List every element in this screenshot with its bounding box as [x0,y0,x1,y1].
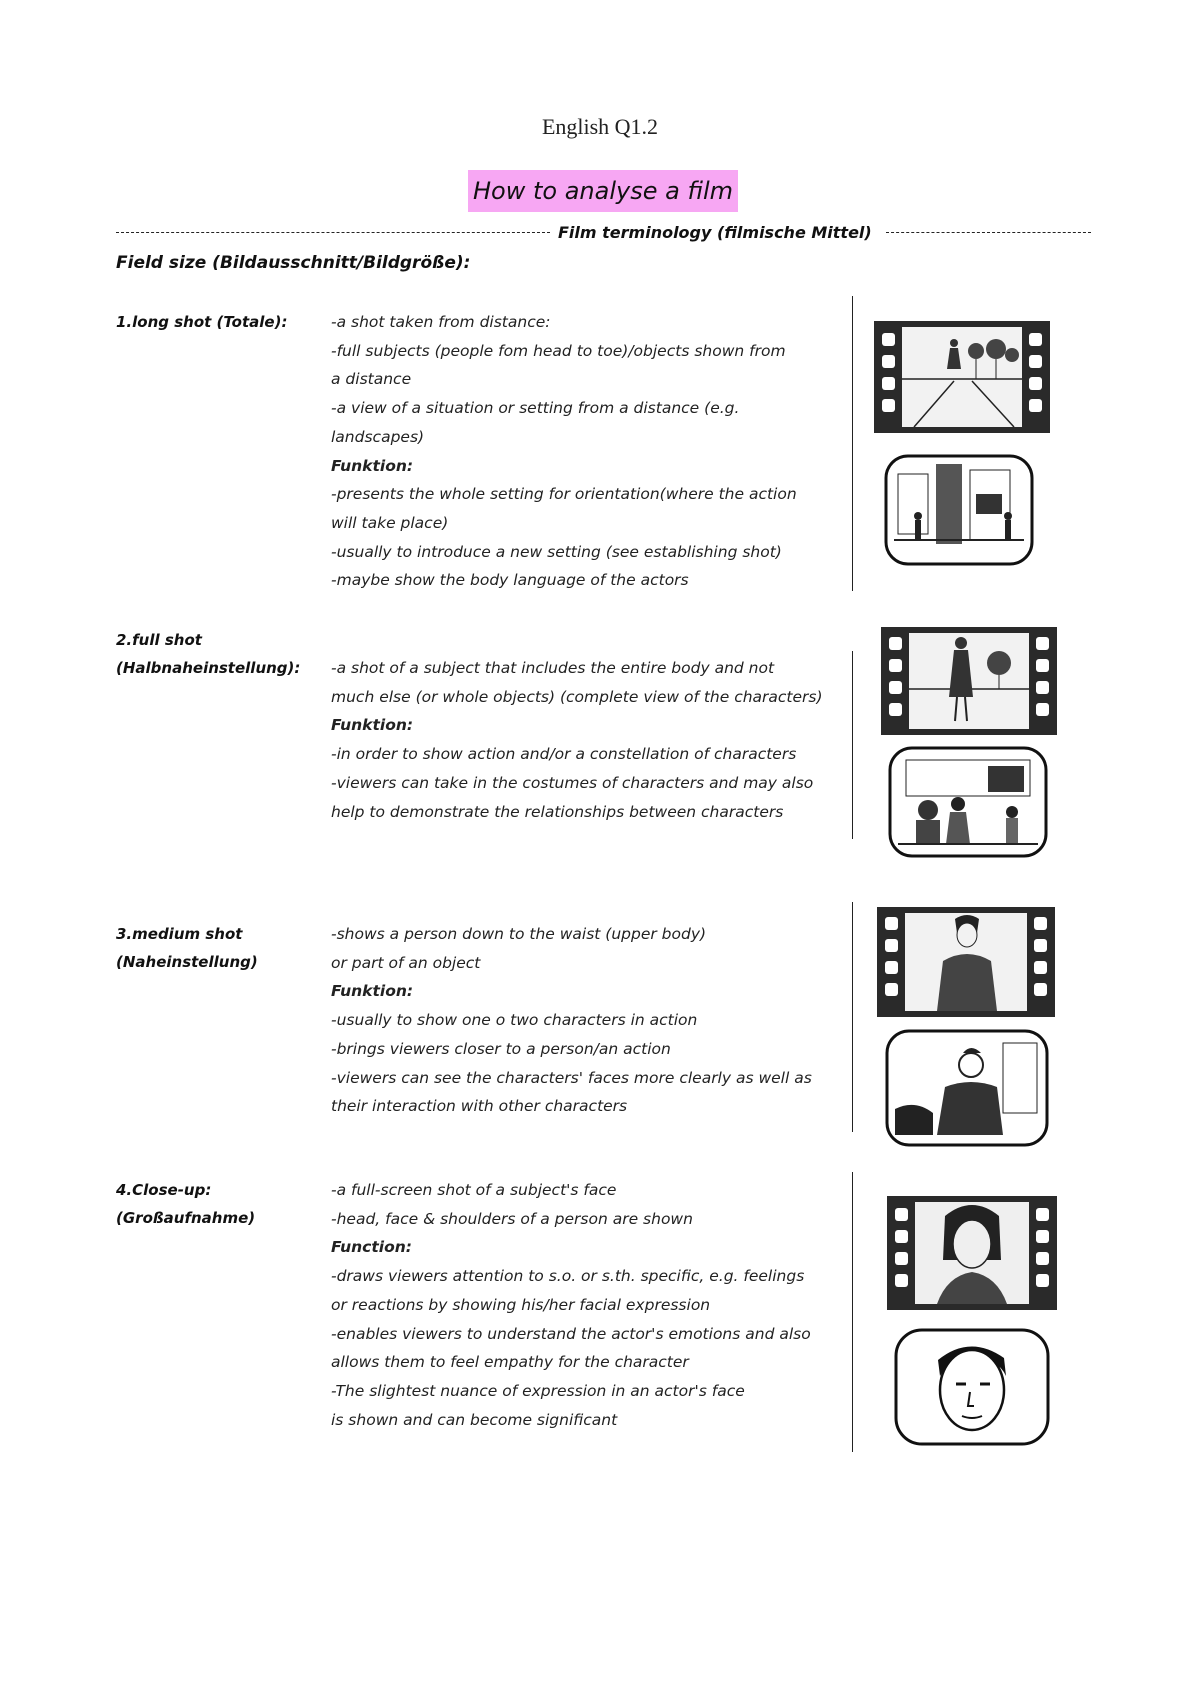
description-line: -a view of a situation or setting from a distance (e.g. [331,399,740,418]
column-divider [852,296,853,591]
function-heading: Funktion: [331,716,414,735]
long-shot-tv-image [884,454,1034,566]
shot-label-line: (Großaufnahme) [116,1209,256,1227]
shot-label-line: (Naheinstellung) [116,953,258,971]
description-line: -viewers can see the characters' faces more clearly as well as [331,1068,812,1087]
function-heading: Funktion: [331,456,414,475]
description-line: -in order to show action and/or a constellation of characters [331,745,797,764]
description-line: landscapes) [331,427,425,446]
shot-label-line: 4.Close-up: [116,1181,212,1199]
description-line: -a shot of a subject that includes the entire body and not [331,659,775,677]
medium-shot-filmstrip-image [877,907,1055,1017]
medium-shot-tv-image [885,1029,1049,1147]
shot-description-full [331,654,851,826]
description-line: -viewers can take in the costumes of characters and may also [331,773,814,792]
description-line: -full subjects (people fom head to toe)/objects shown from [331,341,786,360]
description-line: -usually to introduce a new setting (see establishing shot) [331,542,782,561]
description-line: -The slightest nuance of expression in an actor's face [331,1381,745,1400]
shot-label-line: 3.medium shot [116,925,243,943]
description-line: -brings viewers closer to a person/an action [331,1039,671,1058]
description-line: will take place) [331,513,449,532]
description-line: is shown and can become significant [331,1410,618,1429]
description-line: -usually to show one o two characters in action [331,1011,698,1030]
description-line: or part of an object [331,953,481,972]
shot-label-line: (Halbnaheinstellung): [116,659,301,677]
field-size-heading: Field size (Bildausschnitt/Bildgröße): [116,253,471,273]
column-divider [852,651,853,839]
column-divider [852,1172,853,1452]
description-line: -a shot taken from distance: [331,313,551,331]
divider-line-left [116,232,550,233]
column-divider [852,902,853,1132]
description-line: -a full-screen shot of a subject's face [331,1181,617,1199]
divider-line-right [886,232,1091,233]
description-line: help to demonstrate the relationships between characters [331,802,784,821]
description-line: much else (or whole objects) (complete view of the characters) [331,687,823,706]
function-heading: Funktion: [331,982,414,1001]
description-line: allows them to feel empathy for the character [331,1353,689,1372]
close-up-filmstrip-image [887,1196,1057,1310]
description-line: -maybe show the body language of the actors [331,571,689,590]
shot-label-line: 1.long shot (Totale): [116,313,288,331]
section-heading: Film terminology (filmische Mittel) [558,223,872,242]
shot-label-line: 2.full shot [116,631,202,649]
close-up-tv-image [894,1328,1050,1446]
shot-description-close-up [331,1176,851,1434]
section-divider [116,221,1091,245]
shot-description-medium [331,920,851,1121]
shot-label-close-up [116,1176,255,1232]
page-title: How to analyse a film [468,170,738,212]
description-line: their interaction with other characters [331,1097,628,1116]
shot-label-full [116,626,300,682]
course-heading: English Q1.2 [541,114,659,139]
description-line: -enables viewers to understand the actor's emotions and also [331,1324,811,1343]
description-line: -shows a person down to the waist (upper body) [331,925,707,943]
function-heading: Function: [331,1238,412,1257]
description-line: -draws viewers attention to s.o. or s.th. specific, e.g. feelings [331,1267,805,1286]
shot-description-long [331,308,851,595]
description-line: a distance [331,370,412,389]
shot-label-medium [116,920,258,976]
full-shot-tv-image [888,746,1048,858]
long-shot-filmstrip-image [874,321,1050,433]
description-line: -presents the whole setting for orientation(where the action [331,485,797,504]
shot-label-long [116,308,287,336]
full-shot-filmstrip-image [881,627,1057,735]
description-line: -head, face & shoulders of a person are shown [331,1209,693,1228]
description-line: or reactions by showing his/her facial expression [331,1295,711,1314]
